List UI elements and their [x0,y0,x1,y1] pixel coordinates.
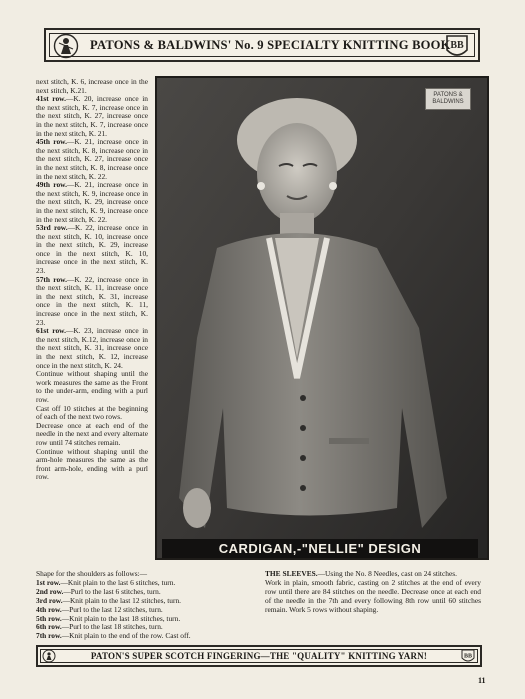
header-title: PATONS & BALDWINS' No. 9 SPECIALTY KNITTING BOOK [90,38,451,52]
sleeve-heading: THE SLEEVES. [265,569,318,578]
page-number: 11 [478,676,486,685]
footer-bb-logo-icon [460,649,476,663]
sleeve-para-1: THE SLEEVES.—Using the No. 8 Needles, cast on 24 stitches. [265,569,457,578]
instruction-paragraph: Continue without shaping until the arm-hole measures the same as the front arm-hole, ending with a purl row. [36,446,148,482]
model-illustration [157,78,487,558]
instruction-paragraph: Continue without shaping until the work measures the same as the Front to the under-arm, ending with a purl row. [36,369,148,404]
shoulder-row: 6th row.—Purl to the last 18 stitches, turn. [36,622,163,632]
patons-baldwins-badge [425,88,471,110]
shoulder-intro: Shape for the shoulders as follows:— [36,569,148,578]
knitter-logo-icon [53,33,79,59]
shoulder-instructions [36,570,262,641]
instruction-paragraph: 61st row.—K. 23, increase once in the next stitch, K.12, increase once in the next stitch, K. 31, increase once in the next stitch, K. 12, increase once in the next stitch, K. 24. [36,326,148,370]
instruction-paragraph: 53rd row.—K. 22, increase once in the next stitch, K. 10, increase once in the next stitch, K. 29, increase once in the next stitch, K. 10, increase once in the next stitch, K. 23. [36,223,148,276]
shoulder-row: 3rd row.—Knit plain to the last 12 stitches, turn. [36,595,182,605]
left-column-instructions [36,78,148,482]
cardigan-photo [155,76,489,560]
page-header [44,28,480,62]
sleeve-para-2: Work in plain, smooth fabric, casting on 2 stitches at the end of every row until there are 84 stitches on the needle. Decrease once at each end of the needle in the 7th and every following 8th row until 60 stitches remain. Work 5 rows without shaping. [265,577,481,614]
photo-caption: CARDIGAN,-"NELLIE" DESIGN [162,539,478,558]
badge-line-1: PATONS & [433,92,463,98]
instruction-paragraph: 57th row.—K. 22, increase once in the next stitch, K. 11, increase once in the next stitch, K. 31, increase once in the next stitch, K. 11, increase once in the next stitch, K. 23. [36,274,148,327]
bb-logo-text: BB [450,40,464,51]
sleeve-instructions [265,570,481,615]
shoulder-row: 2nd row.—Purl to the last 6 stitches, turn. [36,586,161,596]
instruction-paragraph: 49th row.—K. 21, increase once in the next stitch, K. 9, increase once in the next stitch, K. 29, increase once in the next stitch, K. 9, increase once in the next stitch, K. 22. [36,180,148,224]
instruction-paragraph: Cast off 10 stitches at the beginning of each of the next two rows. [36,403,148,422]
shoulder-row: 5th row.—Knit plain to the last 18 stitches, turn. [36,613,181,623]
shoulder-row: 1st row.—Knit plain to the last 6 stitches, turn. [36,577,176,587]
shoulder-row: 7th row.—Knit plain to the end of the row. Cast off. [36,631,191,641]
page-footer [36,645,482,667]
instruction-paragraph: next stitch, K. 6, increase once in the next stitch, K.21. [36,77,148,95]
shoulder-row: 4th row.—Purl to the last 12 stitches, turn. [36,604,163,614]
footer-slogan: PATON'S SUPER SCOTCH FINGERING—THE "QUALITY" KNITTING YARN! [90,651,428,661]
footer-bb-logo-text: BB [463,653,473,660]
bb-logo-icon [443,33,471,59]
badge-line-2: BALDWINS [432,99,464,105]
footer-knitter-logo-icon [42,649,56,663]
instruction-paragraph: 41st row.—K. 20, increase once in the next stitch, K. 7, increase once in the next stitch, K. 27, increase once in the next stitch, K. 7, increase once in the next stitch, K. 21. [36,94,148,138]
instruction-paragraph: 45th row.—K. 21, increase once in the next stitch, K. 8, increase once in the next stitch, K. 27, increase once in the next stitch, K. 8, increase once in the next stitch, K. 22. [36,137,148,181]
instruction-paragraph: Decrease once at each end of the needle in the next and every alternate row until 74 stitches remain. [36,420,148,447]
